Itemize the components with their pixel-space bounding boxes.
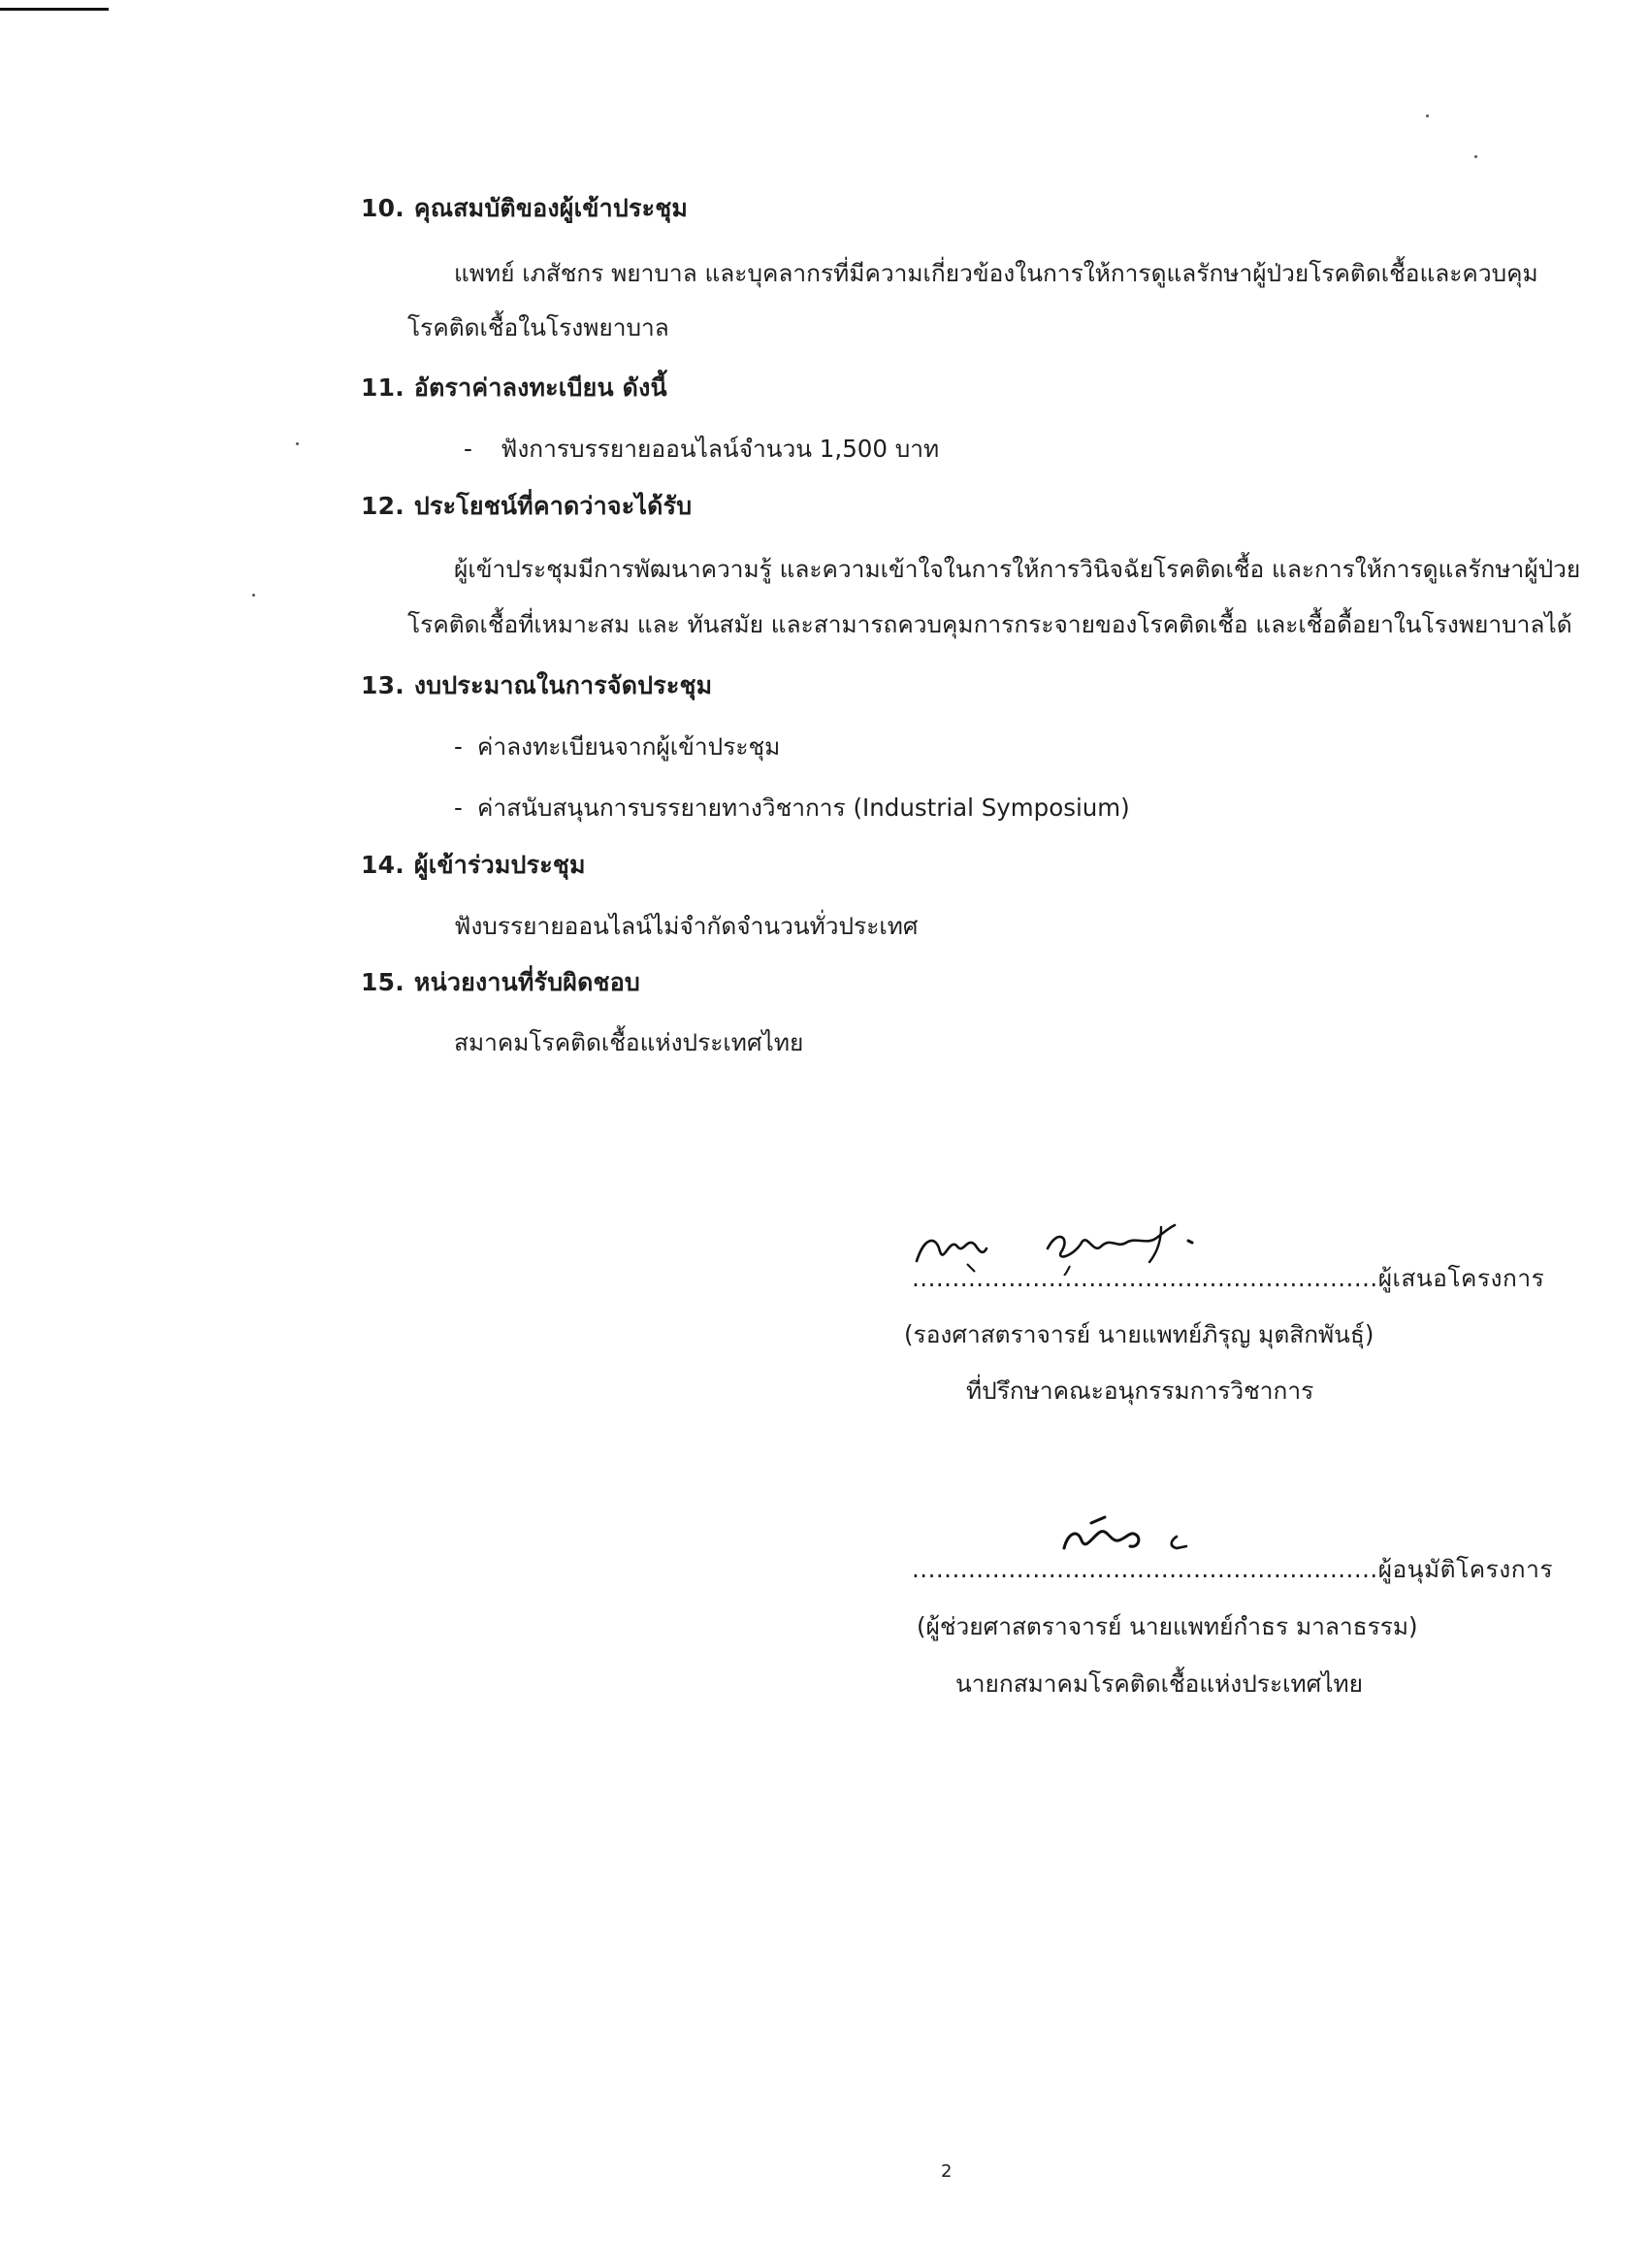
section-14-line-1: ฟังบรรยายออนไลน์ไม่จำกัดจำนวนทั่วประเทศ — [454, 912, 919, 940]
approver-name: (ผู้ช่วยศาสตราจารย์ นายแพทย์กำธร มาลาธรรม) — [917, 1612, 1418, 1640]
proposer-title: ที่ปรึกษาคณะอนุกรรมการวิชาการ — [966, 1377, 1314, 1405]
scan-edge-mark — [0, 8, 109, 11]
section-10-heading: 10. คุณสมบัติของผู้เข้าประชุม — [361, 194, 689, 222]
scan-speck — [1426, 114, 1429, 117]
section-12-line-1: ผู้เข้าประชุมมีการพัฒนาความรู้ และความเข้าใจในการให้การวินิจฉัยโรคติดเชื้อ และการให้การดูแลรักษาผู้ป่วย — [454, 555, 1581, 583]
scan-speck — [252, 594, 255, 597]
section-10-line-2: โรคติดเชื้อในโรงพยาบาล — [407, 313, 669, 341]
section-12-line-2: โรคติดเชื้อที่เหมาะสม และ ทันสมัย และสามารถควบคุมการกระจายของโรคติดเชื้อ และเชื้อดื้อยาในโรงพยาบาลได้ — [407, 610, 1572, 638]
section-14-heading: 14. ผู้เข้าร่วมประชุม — [361, 851, 586, 879]
section-13-bullet-1: - ค่าลงทะเบียนจากผู้เข้าประชุม — [454, 732, 781, 761]
section-15-line-1: สมาคมโรคติดเชื้อแห่งประเทศไทย — [454, 1028, 804, 1056]
section-15-heading: 15. หน่วยงานที่รับผิดชอบ — [361, 968, 640, 996]
section-13-bullet-2: - ค่าสนับสนุนการบรรยายทางวิชาการ (Industrial Symposium) — [454, 794, 1130, 822]
approver-title: นายกสมาคมโรคติดเชื้อแห่งประเทศไทย — [955, 1669, 1364, 1698]
section-12-heading: 12. ประโยชน์ที่คาดว่าจะได้รับ — [361, 492, 693, 520]
proposer-signature-line: ..........................................................ผู้เสนอโครงการ — [912, 1264, 1545, 1292]
proposer-name: (รองศาสตราจารย์ นายแพทย์ภิรุญ มุตสิกพันธุ์) — [904, 1320, 1374, 1348]
section-11-bullet-1: - ฟังการบรรยายออนไลน์จำนวน 1,500 บาท — [464, 435, 940, 463]
section-11-heading: 11. อัตราค่าลงทะเบียน ดังนี้ — [361, 373, 667, 402]
scan-speck — [1474, 155, 1477, 158]
section-13-heading: 13. งบประมาณในการจัดประชุม — [361, 671, 713, 699]
scan-speck — [296, 442, 299, 445]
section-10-line-1: แพทย์ เภสัชกร พยาบาล และบุคลากรที่มีความเกี่ยวข้องในการให้การดูแลรักษาผู้ป่วยโรคติดเชื้อและควบคุม — [454, 259, 1538, 287]
approver-signature-line: ..........................................................ผู้อนุมัติโครงการ — [912, 1555, 1554, 1583]
page-number: 2 — [941, 2161, 953, 2182]
